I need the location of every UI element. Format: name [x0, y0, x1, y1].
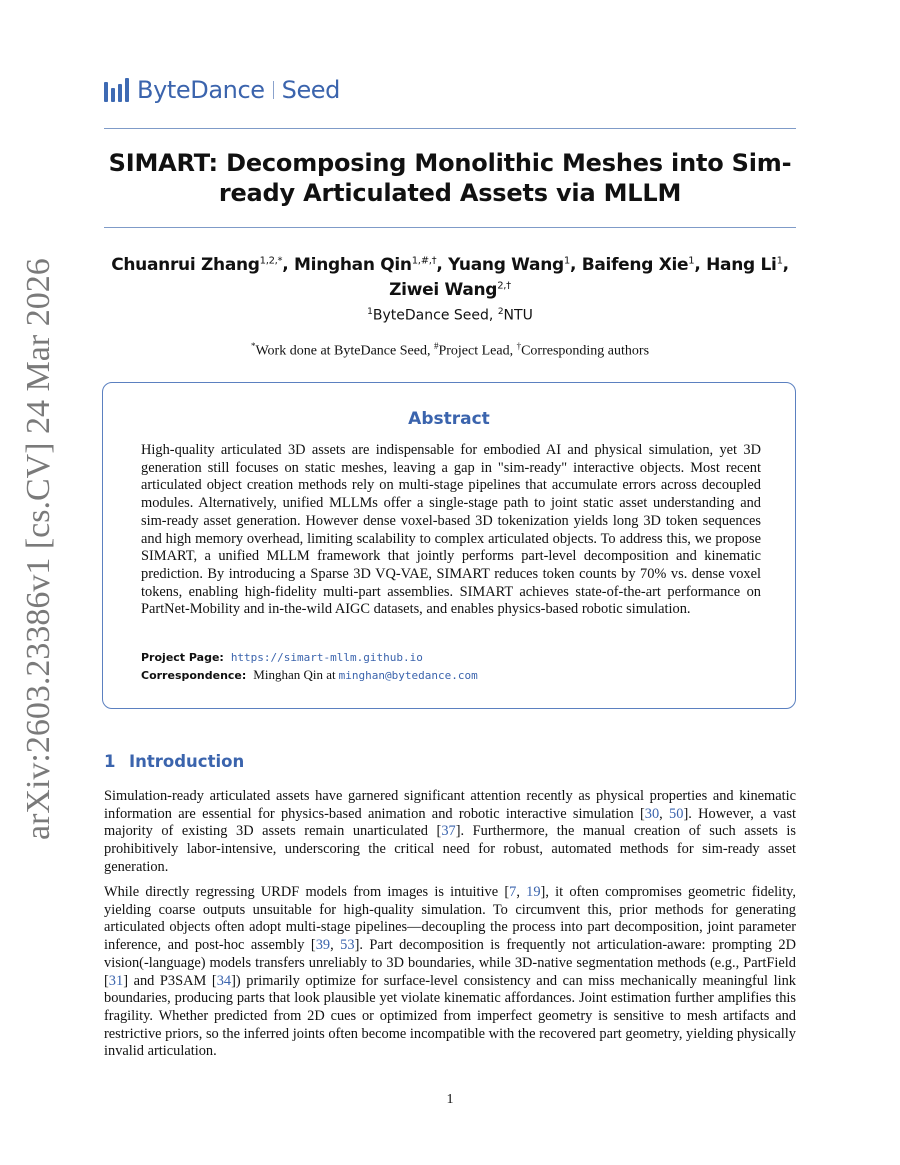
logo-sub-text: Seed	[281, 76, 341, 104]
correspondence-label: Correspondence:	[141, 669, 247, 682]
logo-separator	[273, 81, 274, 99]
paper-title: SIMART: Decomposing Monolithic Meshes into Sim-ready Articulated Assets via MLLM	[108, 149, 792, 207]
citation-link[interactable]: 39	[315, 937, 331, 954]
note-text: Work done at ByteDance Seed	[255, 343, 427, 359]
author-name: Chuanrui Zhang	[111, 254, 260, 275]
correspondence-name: Minghan Qin at	[253, 667, 336, 682]
note-mark: †	[516, 341, 522, 351]
author-affiliation-marks: 1,2,*	[259, 255, 283, 266]
author-name: Minghan Qin	[294, 254, 412, 275]
author	[111, 255, 282, 275]
affiliation-name: ByteDance Seed	[372, 307, 489, 324]
author-affiliation-marks: 1,#,†	[411, 255, 437, 266]
section-title: Introduction	[129, 752, 245, 771]
citation-link[interactable]: 53	[340, 937, 355, 954]
author-name: Hang Li	[706, 254, 777, 275]
author-name: Ziwei Wang	[389, 280, 498, 301]
citation-link[interactable]: 31	[108, 972, 124, 989]
author	[448, 255, 570, 275]
author-affiliation-marks: 1	[563, 255, 570, 266]
citation-link[interactable]: 34	[216, 972, 232, 989]
correspondence-row	[141, 666, 478, 684]
author	[582, 255, 695, 275]
project-page-link[interactable]: https://simart-mllm.github.io	[230, 651, 423, 664]
author	[706, 255, 783, 275]
note-mark: *	[250, 341, 256, 351]
correspondence-email-link[interactable]: minghan@bytedance.com	[338, 669, 478, 682]
section-heading-introduction	[104, 752, 244, 771]
note-text: Project Lead	[438, 343, 510, 359]
author-affiliation-marks: 2,†	[497, 280, 511, 292]
intro-paragraph-1: Simulation-ready articulated assets have garnered significant attention recently as physical properties and kinematic information are essential for physics-based animation and robotic interactive simulation [30, 50]. However, a vast majority of existing 3D assets remain unarticulated [37]. Furthermore, the manual creation of such assets is prohibitively labor-intensive, underscoring the critical need for robust, automated methods for sim-ready asset generation.	[104, 788, 797, 875]
page-number: 1	[446, 1092, 454, 1107]
title-bottom-rule	[104, 227, 796, 228]
author-list: Chuanrui Zhang$^{1,2,*}$, Minghan Qin$^{1,\#,\dagger}$, Yuang Wang$^1$, Baifeng Xie$^1$, Hang Li$^1$, Ziwei Wang$^{2,\dagger}$	[111, 254, 789, 301]
abstract-box	[102, 382, 796, 709]
bytedance-seed-logo	[104, 76, 340, 104]
title-top-rule	[104, 128, 796, 129]
bytedance-bars-icon	[104, 78, 129, 102]
affiliation-mark: 1	[367, 307, 373, 317]
abstract-text: High-quality articulated 3D assets are indispensable for embodied AI and physical simulation, yet 3D generation still focuses on static meshes, leaving a gap in "sim-ready" interactive objects. Most recent articulated object creation methods rely on multi-stage pipelines that accumulate errors across decoupled modules. Alternatively, unified MLLMs offer a single-stage path to joint static asset understanding and sim-ready asset generation. However dense voxel-based 3D tokenization yields long 3D token sequences and high memory overhead, limiting scalability to complex articulated objects. To address this, we propose SIMART, a unified MLLM framework that jointly performs part-level decomposition and kinematic prediction. By introducing a Sparse 3D VQ-VAE, SIMART reduces token counts by 70% vs. dense voxel tokens, enabling high-fidelity multi-part assemblies. SIMART achieves state-of-the-art performance on PartNet-Mobility and in-the-wild AIGC datasets, and enables physics-based robotic simulation.	[141, 442, 761, 618]
author	[294, 255, 436, 275]
abstract-heading: Abstract	[408, 409, 490, 429]
citation-link[interactable]: 30	[644, 805, 660, 822]
abstract-meta	[141, 649, 478, 684]
note-mark: #	[433, 341, 439, 351]
affiliation-name: NTU	[503, 307, 533, 324]
project-page-row	[141, 649, 478, 666]
citation-link[interactable]: 7	[509, 884, 517, 900]
intro-paragraph-2: While directly regressing URDF models from images is intuitive [7, 19], it often compromises geometric fidelity, yielding coarse outputs unsuitable for high-quality simulation. To circumvent this, prior methods for generating articulated objects often adopt multi-stage pipelines—decoupling the process into part decomposition, joint parameter inference, and post-hoc assembly [39, 53]. Part decomposition is frequently not articulation-aware: prompting 2D vision(-language) models transfers unreliably to 3D boundaries, while 3D-native segmentation methods (e.g., PartField [31] and P3SAM [34]) primarily optimize for surface-level consistency and can miss mechanically meaningful link boundaries, producing parts that look plausible yet violate kinematic affordances. Joint estimation further amplifies this fragility. Whether predicted from 2D cues or optimized from imperfect geometry is sensitive to mesh artifacts and restrictive priors, so the inferred joints often become incompatible with the recovered part geometry, yielding physically invalid articulation.	[104, 884, 797, 1060]
author-affiliation-marks: 1	[776, 255, 783, 266]
logo-brand-text: ByteDance	[137, 76, 265, 104]
author-affiliation-marks: 1	[688, 255, 695, 266]
citation-link[interactable]: 37	[441, 823, 456, 840]
affiliations: $^1$ByteDance Seed, $^2$NTU	[367, 307, 533, 324]
arxiv-identifier-stamp: arXiv:2603.23386v1 [cs.CV] 24 Mar 2026	[20, 258, 57, 840]
note-text: Corresponding authors	[521, 343, 650, 359]
citation-link[interactable]: 50	[669, 805, 684, 822]
author	[389, 280, 511, 300]
affiliation-mark: 2	[497, 307, 504, 317]
section-number: 1	[104, 752, 116, 771]
author-name: Baifeng Xie	[581, 254, 689, 275]
author-name: Yuang Wang	[448, 254, 564, 275]
author-notes: *Work done at ByteDance Seed, #Project Lead, †Corresponding authors	[250, 341, 650, 359]
project-page-label: Project Page:	[141, 651, 224, 664]
citation-link[interactable]: 19	[526, 884, 541, 900]
